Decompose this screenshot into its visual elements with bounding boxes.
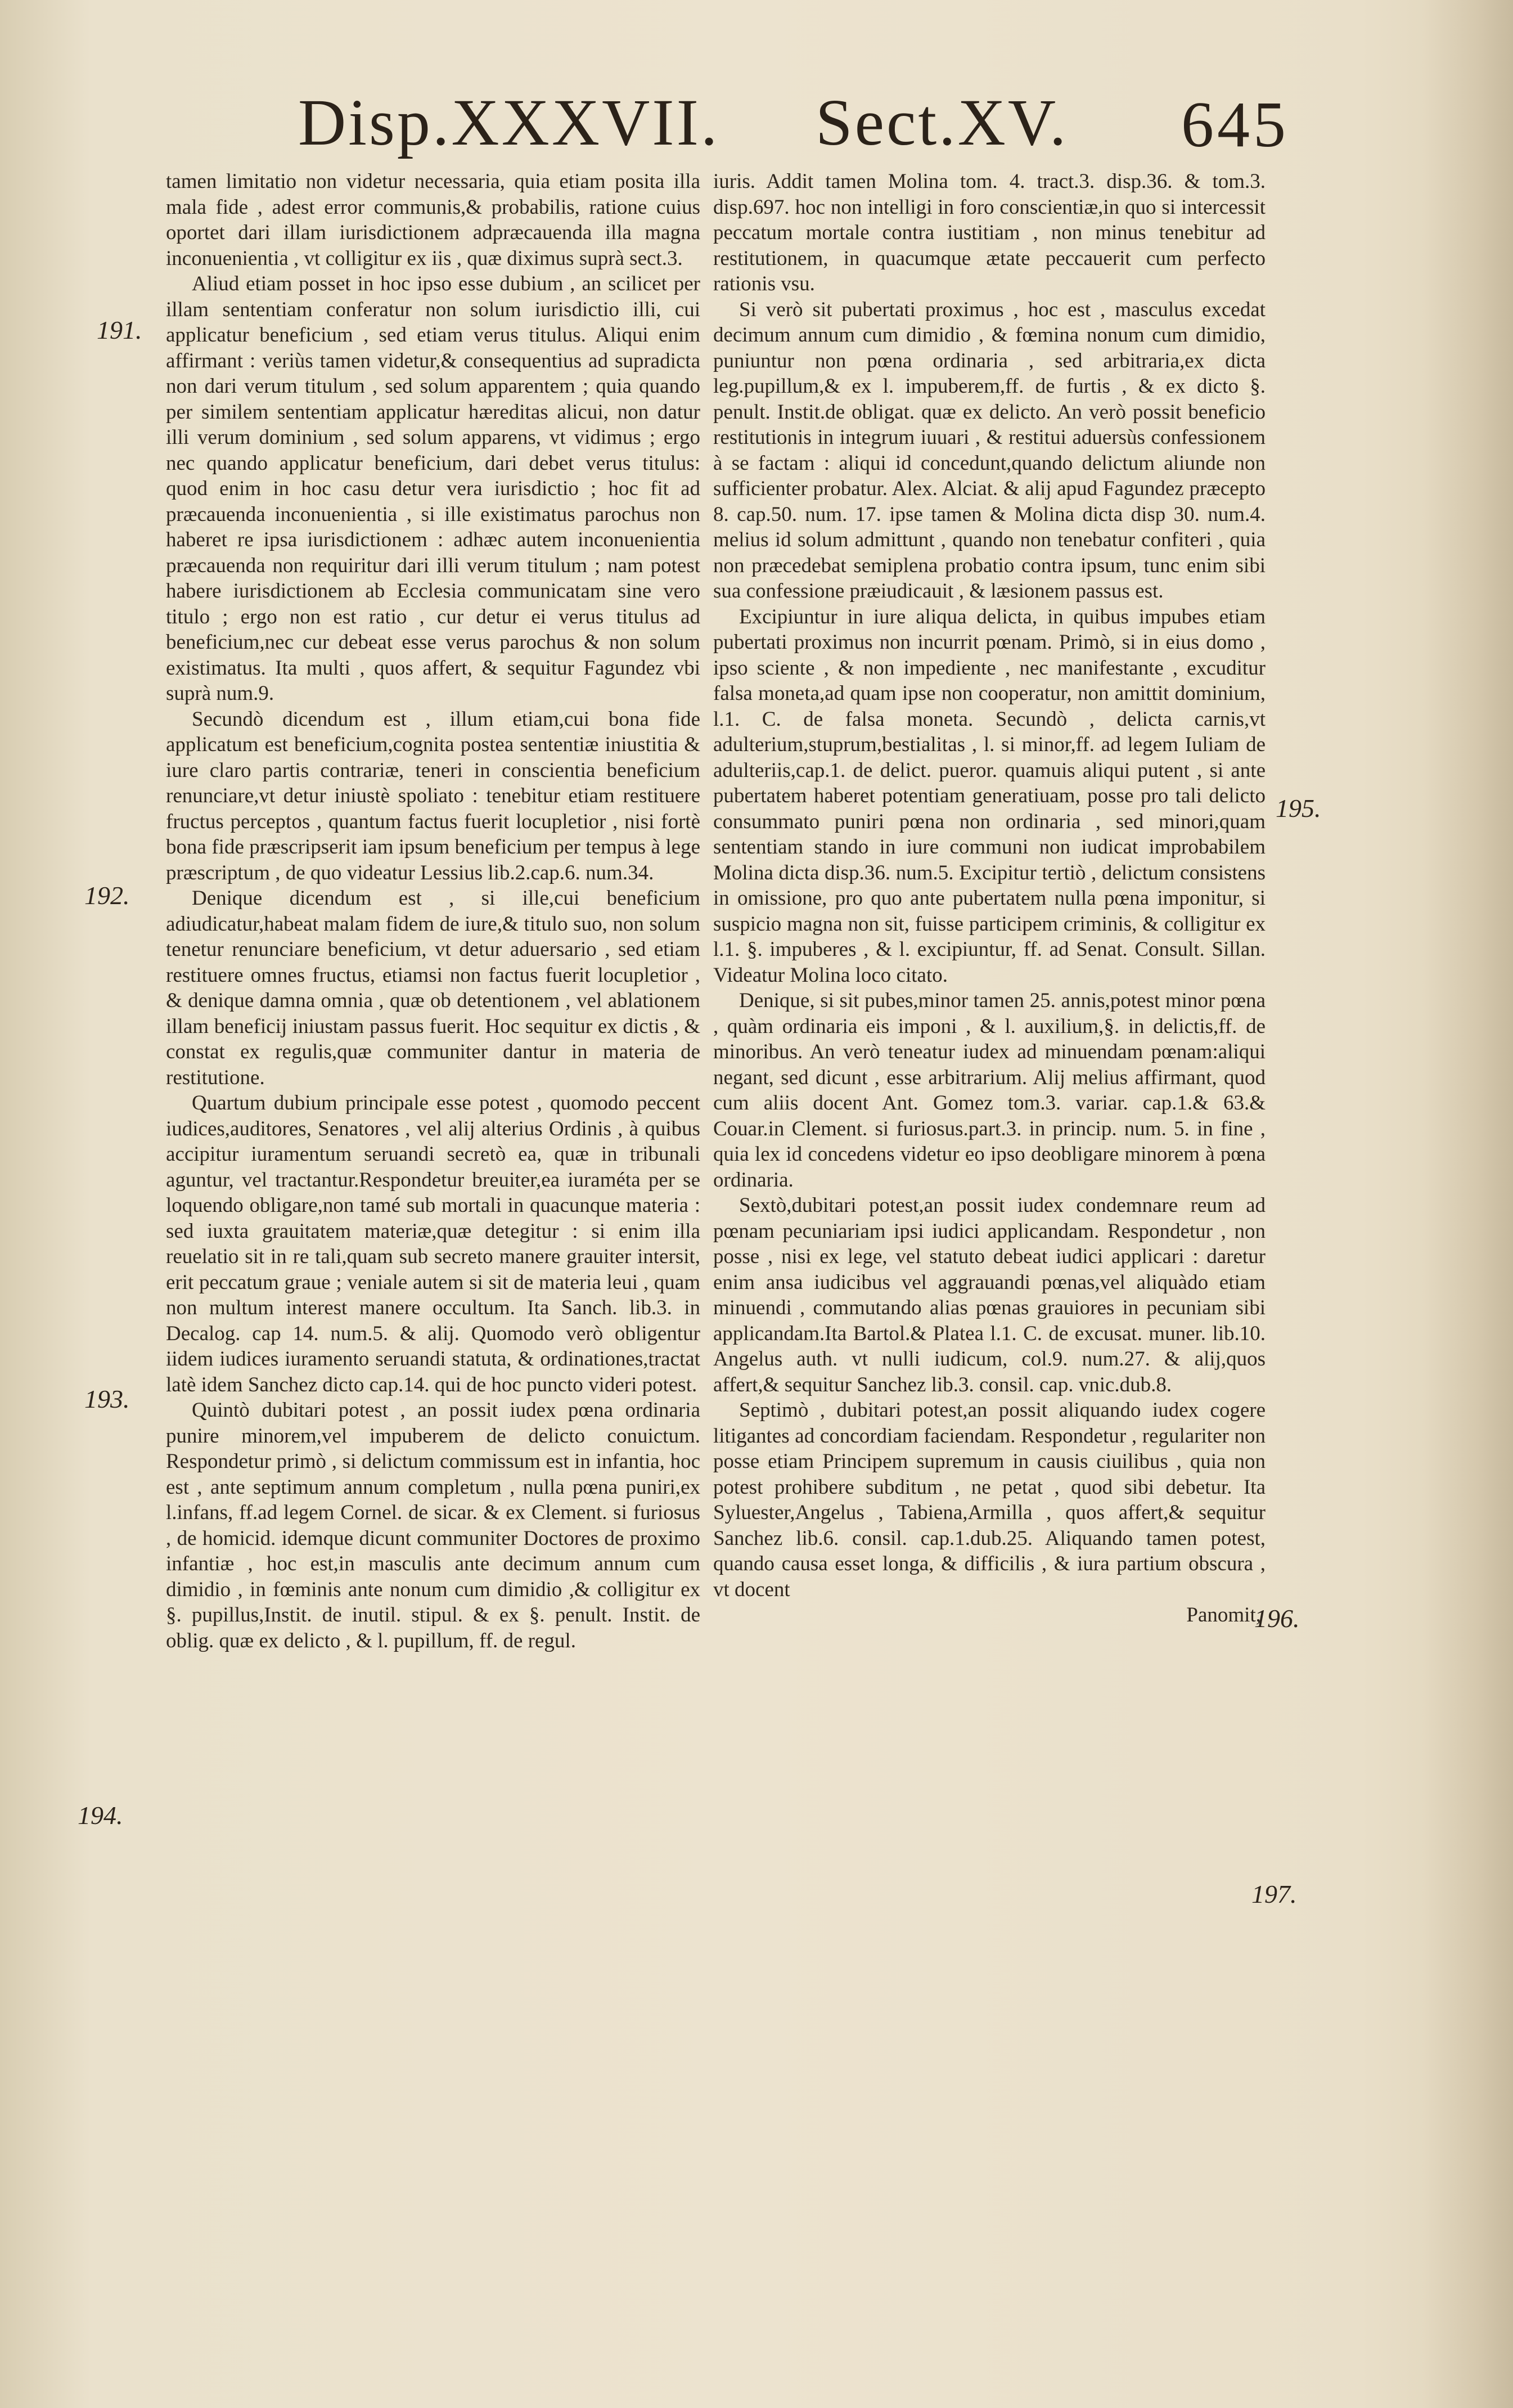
paragraph: Sextò,dubitari potest,an possit iudex condemnare reum ad pœnam pecuniariam ipsi iudici applicandam. Respondetur , non posse , nisi ex lege, vel statuto debeat iudici applicari : daretur enim ansa iudicibus vel aggrauandi pœnas,vel aliquàdo etiam minuendi , commutando alias pœnas grauiores in pecuniam sibi applicandam.Ita Bartol.& Platea l.1. C. de excusat. muner. lib.10. Angelus auth. vt nulli iudicum, col.9. num.27. & alij,quos affert,& sequitur Sanchez lib.3. consil. cap. vnic.dub.8. <box>713 1194 1266 1396</box>
header-disputatio: Disp.XXXVII. <box>298 86 720 159</box>
paragraph: Septimò , dubitari potest,an possit aliquando iudex cogere litigantes ad concordiam faciendam. Respondetur , regulariter non posse etiam Principem supremum in causis ciuilibus , quia non potest prohibere subditum , ne petat , quod sibi debetur. Ita Syluester,Angelus , Tabiena,Armilla , quos affert,& sequitur Sanchez lib.6. consil. cap.1.dub.25. Aliquando tamen potest, quando causa esset longa, & difficilis , & iura partium obscura , vt docent <box>713 1399 1266 1601</box>
paragraph: Aliud etiam posset in hoc ipso esse dubium , an scilicet per illam sententiam conferatur non solum iurisdictio illi, cui applicatur beneficium , sed etiam verus titulus. Aliqui enim affirmant : veriùs tamen videtur,& consequentius ad supradicta non dari verum titulum , sed solum apparentem ; quia quando per similem sententiam applicatur hæreditas alicui, non datur illi verum dominium , sed solum apparens, vt vidimus ; ergo nec quando applicatur beneficium, dari debet verus titulus: quod enim in hoc casu detur vera iurisdictio ; hoc fit ad præcauenda inconuenientia , si ille existimatus parochus non haberet re ipsa iurisdictionem : adhæc autem inconuenientia præcauenda non requiritur dari illi verum titulum ; nam potest habere iurisdictionem ab Ecclesia communicatam sine vero titulo ; ergo non est ratio , cur detur ei verus titulus ad beneficium,nec cur debeat esse verus parochus & non solum existimatus. Ita multi , quos affert, & sequitur Fagundez vbi suprà num.9. <box>166 272 700 705</box>
margin-number-193: 193. <box>84 1385 130 1413</box>
left-column <box>166 169 700 2352</box>
paragraph: Denique dicendum est , si ille,cui beneficium adiudicatur,habeat malam fidem de iure,& titulo suo, non solum tenetur renunciare beneficium, vt detur aduersario , sed etiam restituere omnes fructus, etiamsi non factus fuerit locupletior , & denique damna omnia , quæ ob detentionem , vel ablationem illam beneficij iniustam passus fuerit. Hoc sequitur ex dictis , & constat ex regulis,quæ communiter dantur in materia de restitutione. <box>166 887 700 1089</box>
paragraph: tamen limitatio non videtur necessaria, quia etiam posita illa mala fide , adest error communis,& probabilis, ratione cuius oportet dari illam iurisdictionem adpræcauenda illa magna inconuenientia , vt colligitur ex iis , quæ diximus suprà sect.3. <box>166 170 700 270</box>
margin-number-192: 192. <box>84 881 130 910</box>
margin-number-194: 194. <box>78 1801 123 1830</box>
catchword: Panomit, <box>1186 1603 1261 1627</box>
right-column <box>713 169 1266 2352</box>
paragraph: Quintò dubitari potest , an possit iudex pœna ordinaria punire minorem,vel impuberem de delicto conuictum. Respondetur primò , si delictum commissum est in infantia, hoc est , ante septimum annum completum , nulla pœna puniri,ex l.infans, ff.ad legem Cornel. de sicar. & ex Clement. si furiosus , de homicid. idemque dicunt communiter Doctores de proximo infantiæ , hoc est,in masculis ante decimum annum cum dimidio , in fœminis ante nonum cum dimidio ,& colligitur ex §. pupillus,Instit. de inutil. stipul. & ex §. penult. Instit. de oblig. quæ ex delicto , & l. pupillum, ff. de regul. <box>166 1399 700 1652</box>
paragraph: Secundò dicendum est , illum etiam,cui bona fide applicatum est beneficium,cognita postea sententiæ iniustitia & iure claro partis contrariæ, teneri in conscientia beneficium renunciare,vt detur iniustè spoliato : tenebitur etiam restituere fructus perceptos , quantum factus fuerit locupletior , nisi fortè bona fide præscripserit iam ipsum beneficium per tempus à lege præscriptum , de quo videatur Lessius lib.2.cap.6. num.34. <box>166 707 700 884</box>
paragraph: Si verò sit pubertati proximus , hoc est , masculus excedat decimum annum cum dimidio , & fœmina nonum cum dimidio, puniuntur non pœna ordinaria , sed arbitraria,ex dicta leg.pupillum,& ex l. impuberem,ff. de furtis , & ex dicto §. penult. Instit.de obligat. quæ ex delicto. An verò possit beneficio restitutionis in integrum iuuari , & restitui aduersùs confessionem à se factam : aliqui id concedunt,quando delictum aliunde non sufficienter probatur. Alex. Alciat. & alij apud Fagundez præcepto 8. cap.50. num. 17. ipse tamen & Molina dicta disp 30. num.4. melius id solum admittunt , quando non tenebatur confiteri , quia non præcedebat semiplena probatio contra ipsum, tunc enim sibi sua confessione præiudicauit , & læsionem passus est. <box>713 298 1266 603</box>
margin-number-196: 196. <box>1254 1604 1300 1633</box>
paragraph: Excipiuntur in iure aliqua delicta, in quibus impubes etiam pubertati proximus non incurrit pœnam. Primò, si in eius domo , ipso sciente , & non impediente , nec manifestante , excuditur falsa moneta,ad quam ipse non cooperatur, non amittit dominium, l.1. C. de falsa moneta. Secundò , delicta carnis,vt adulterium,stuprum,bestialitas , l. si minor,ff. ad legem Iuliam de adulteriis,cap.1. de delict. pueror. quamuis aliqui putent , si ante pubertatem haberet potentiam generatiuam, posse pro tali delicto consummato puniri pœna non ordinaria , sed minori,quam sententiam stando in iure communi non iudicat improbabilem Molina dicta disp.36. num.5. Excipitur tertiò , delictum consistens in omissione, pro quo ante pubertatem nulla pœna imponitur, si suspicio magna non sit, fuisse participem criminis, & colligitur ex l.1. §. impuberes , & l. excipiuntur, ff. ad Senat. Consult. Sillan. Videatur Molina loco citato. <box>713 605 1266 987</box>
paragraph: iuris. Addit tamen Molina tom. 4. tract.3. disp.36. & tom.3. disp.697. hoc non intelligi in foro conscientiæ,in quo si intercessit peccatum mortale contra iustitiam , non minus tenebitur ad restitutionem, in quacumque ætate peccauerit cum perfecto rationis vsu. <box>713 170 1266 295</box>
margin-number-197: 197. <box>1251 1880 1297 1908</box>
margin-number-191: 191. <box>97 316 142 344</box>
margin-number-195: 195. <box>1276 794 1321 823</box>
page-edge-shadow <box>1423 0 1513 2408</box>
paragraph: Quartum dubium principale esse potest , quomodo peccent iudices,auditores, Senatores , vel alij alterius Ordinis , à quibus accipitur iuramentum seruandi secretò ea, quæ in tribunali aguntur, vel tractantur.Respondetur breuiter,ea iuraméta per se loquendo obligare,non tamé sub mortali in quacunque materia : sed iuxta grauitatem materiæ,quæ detegitur : si enim illa reuelatio sit in re tali,quam sub secreto manere grauiter intersit, erit peccatum graue ; veniale autem si sit de materia leui , quam non multum interest manere occultum. Ita Sanch. lib.3. in Decalog. cap 14. num.5. & alij. Quomodo verò obligentur iidem iudices iuramento seruandi statuta, & ordinationes,tractat latè idem Sanchez dicto cap.14. qui de hoc puncto videri potest. <box>166 1091 700 1396</box>
header-sectio: Sect.XV. <box>816 86 1069 159</box>
page-number: 645 <box>1181 89 1289 161</box>
paragraph: Denique, si sit pubes,minor tamen 25. annis,potest minor pœna , quàm ordinaria eis imponi , & l. auxilium,§. in delictis,ff. de minoribus. An verò teneatur iudex ad minuendam pœnam:aliqui negant, sed dicunt , esse arbitrarium. Alij melius affirmant, quod cum aliis docent Ant. Gomez tom.3. variar. cap.1.& 63.& Couar.in Clement. si furiosus.part.3. in princip. num. 5. in fine , quia lex id concedens videtur eo ipso deobligare minorem à pœna ordinaria. <box>713 989 1266 1192</box>
